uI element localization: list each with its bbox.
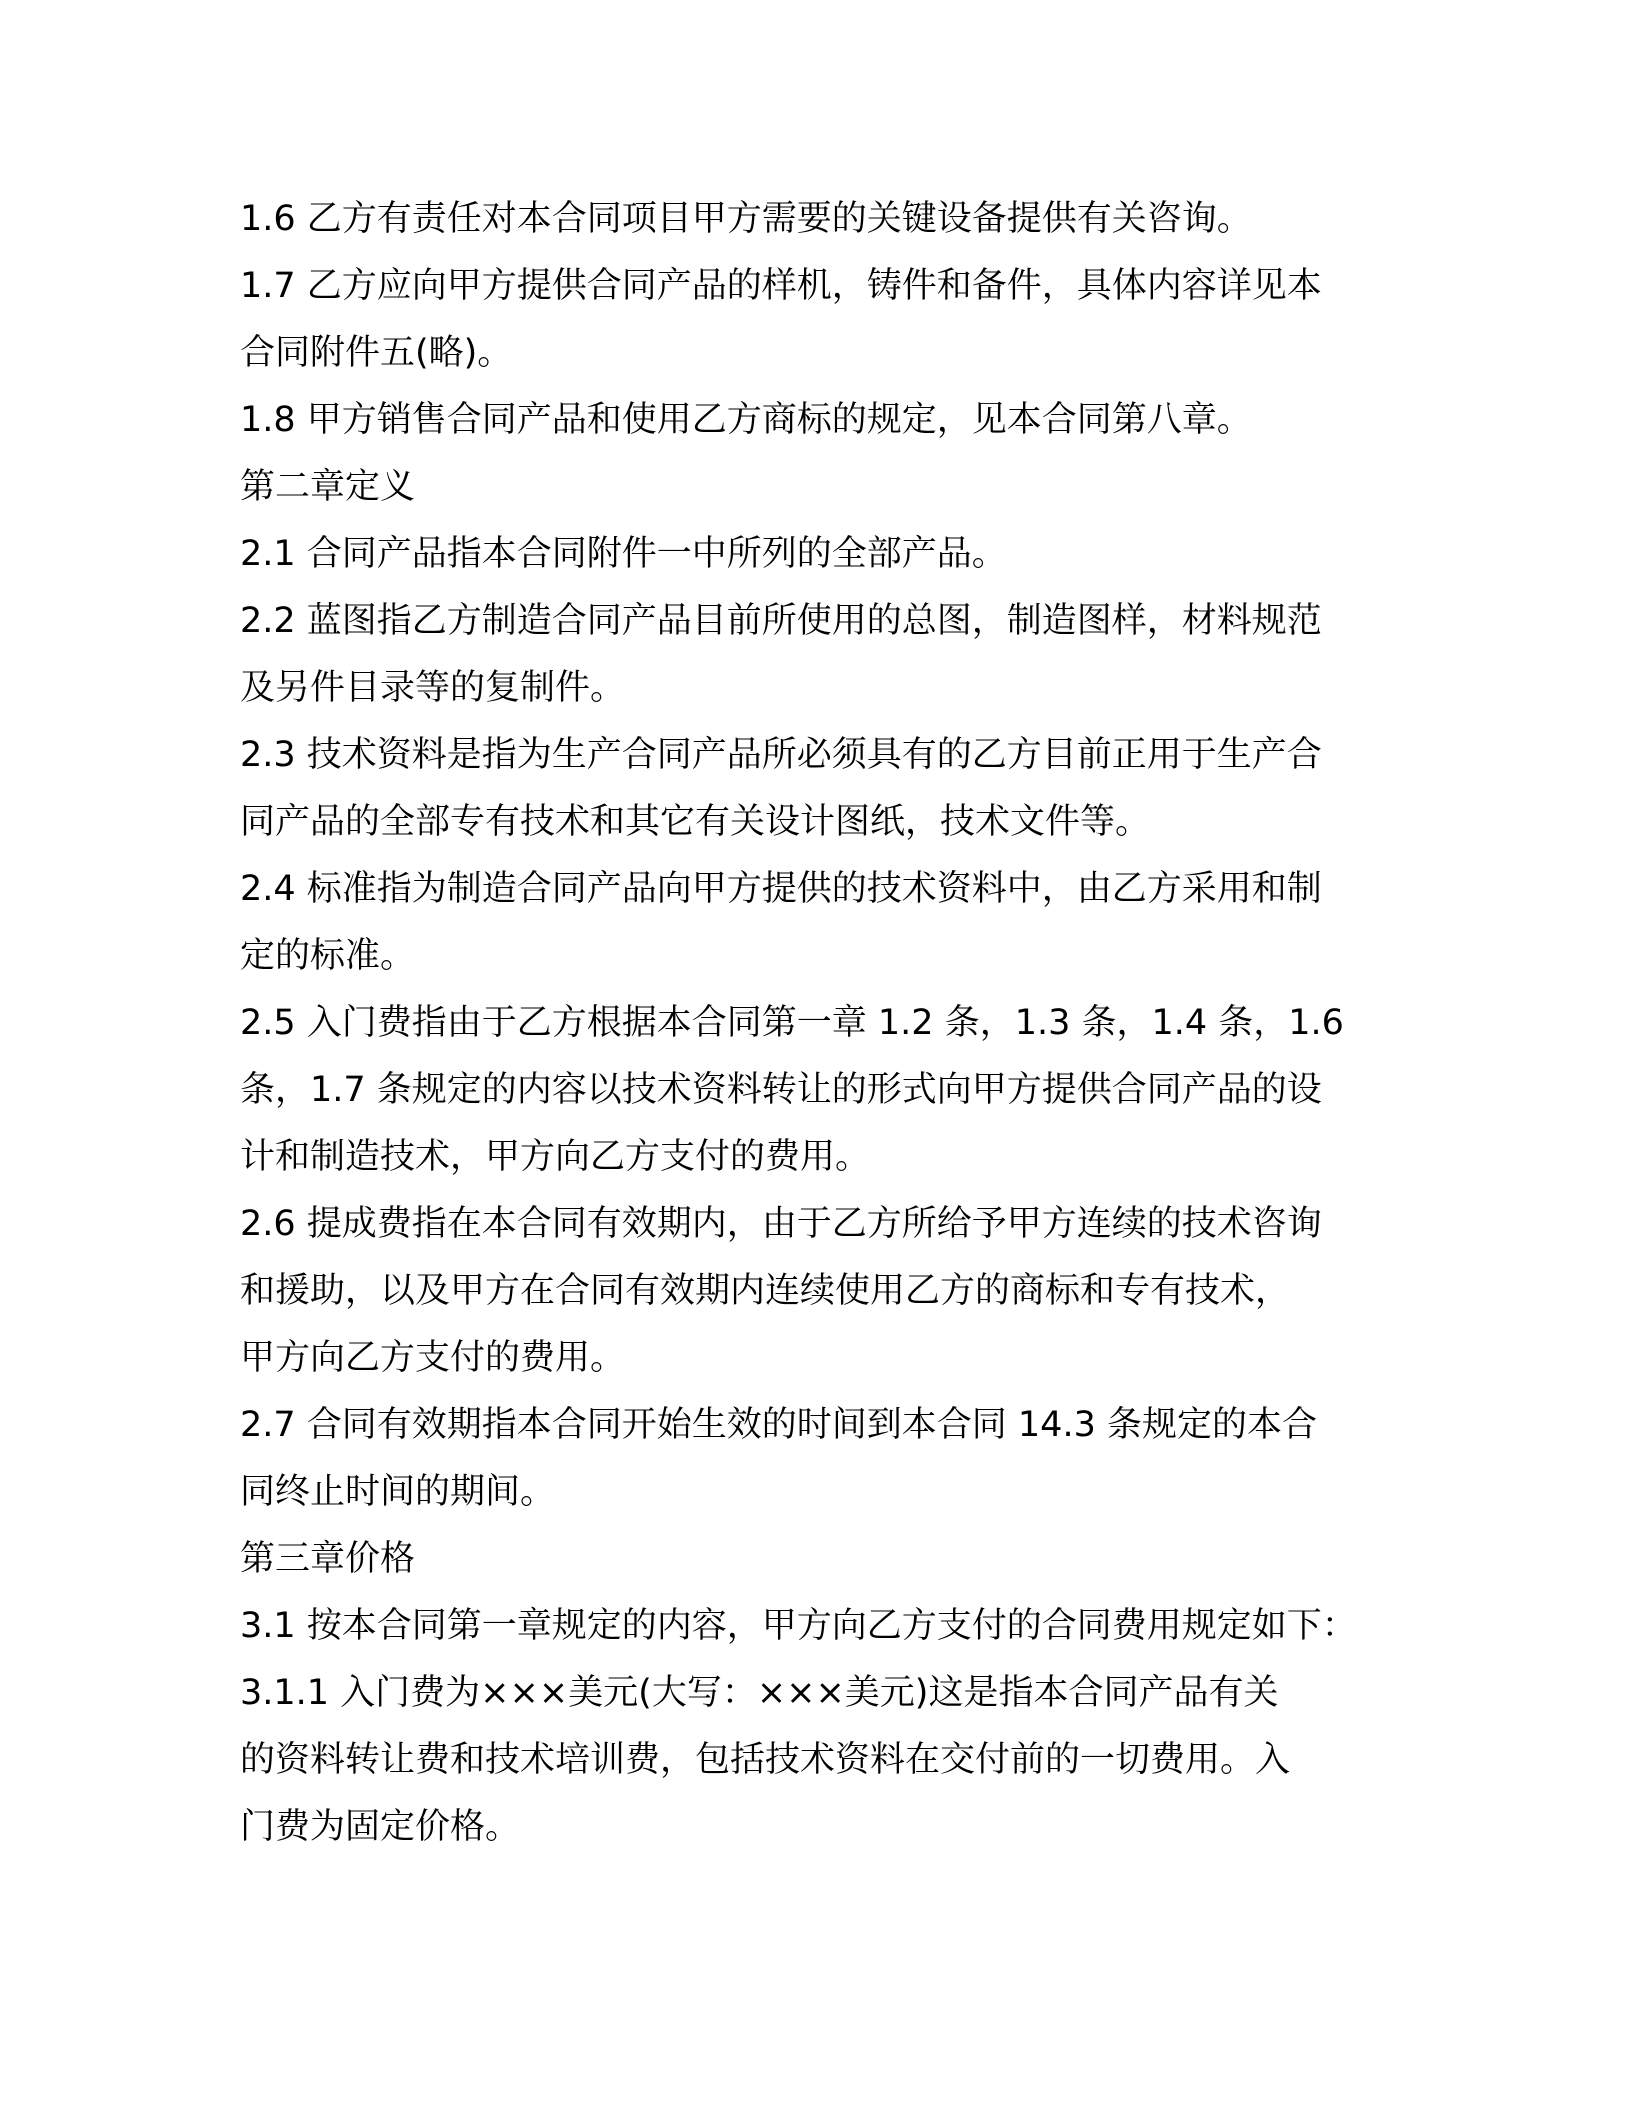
text-line-3-1-1-cont-2: 门费为固定价格。 [240,1807,521,1847]
text-line-2-5: 2.5 入门费指由于乙方根据本合同第一章 1.2 条，1.3 条，1.4 条，1.6 [240,1003,1344,1043]
text-line-2-6-cont-1: 和援助，以及甲方在合同有效期内连续使用乙方的商标和专有技术， [240,1271,1291,1311]
text-line-2-5-cont-2: 计和制造技术，甲方向乙方支付的费用。 [240,1137,871,1177]
text-line-3-1: 3.1 按本合同第一章规定的内容，甲方向乙方支付的合同费用规定如下： [240,1606,1357,1646]
text-line-3-1-1-cont-1: 的资料转让费和技术培训费，包括技术资料在交付前的一切费用。入 [240,1740,1291,1780]
text-line-2-4-cont: 定的标准。 [240,936,416,976]
text-line-2-6-cont-2: 甲方向乙方支付的费用。 [240,1338,626,1378]
text-line-2-3-cont: 同产品的全部专有技术和其它有关设计图纸，技术文件等。 [240,802,1151,842]
text-line-2-5-cont-1: 条，1.7 条规定的内容以技术资料转让的形式向甲方提供合同产品的设 [240,1070,1322,1110]
text-line-1-8: 1.8 甲方销售合同产品和使用乙方商标的规定，见本合同第八章。 [240,400,1252,440]
text-line-2-1: 2.1 合同产品指本合同附件一中所列的全部产品。 [240,534,1007,574]
chapter-heading-2: 第二章定义 [240,467,416,507]
text-line-1-7-cont: 合同附件五(略)。 [240,333,513,373]
text-line-2-6: 2.6 提成费指在本合同有效期内，由于乙方所给予甲方连续的技术咨询 [240,1204,1322,1244]
text-line-2-4: 2.4 标准指为制造合同产品向甲方提供的技术资料中，由乙方采用和制 [240,869,1322,909]
text-line-2-3: 2.3 技术资料是指为生产合同产品所必须具有的乙方目前正用于生产合 [240,735,1322,775]
text-line-2-2: 2.2 蓝图指乙方制造合同产品目前所使用的总图，制造图样，材料规范 [240,601,1322,641]
chapter-heading-3: 第三章价格 [240,1539,416,1579]
text-line-3-1-1: 3.1.1 入门费为×××美元(大写：×××美元)这是指本合同产品有关 [240,1673,1279,1713]
text-line-1-7: 1.7 乙方应向甲方提供合同产品的样机，铸件和备件，具体内容详见本 [240,266,1322,306]
text-line-1-6: 1.6 乙方有责任对本合同项目甲方需要的关键设备提供有关咨询。 [240,199,1252,239]
document-body [240,186,1410,1861]
text-line-2-2-cont: 及另件目录等的复制件。 [240,668,626,708]
text-line-2-7-cont: 同终止时间的期间。 [240,1472,556,1512]
text-line-2-7: 2.7 合同有效期指本合同开始生效的时间到本合同 14.3 条规定的本合 [240,1405,1317,1445]
